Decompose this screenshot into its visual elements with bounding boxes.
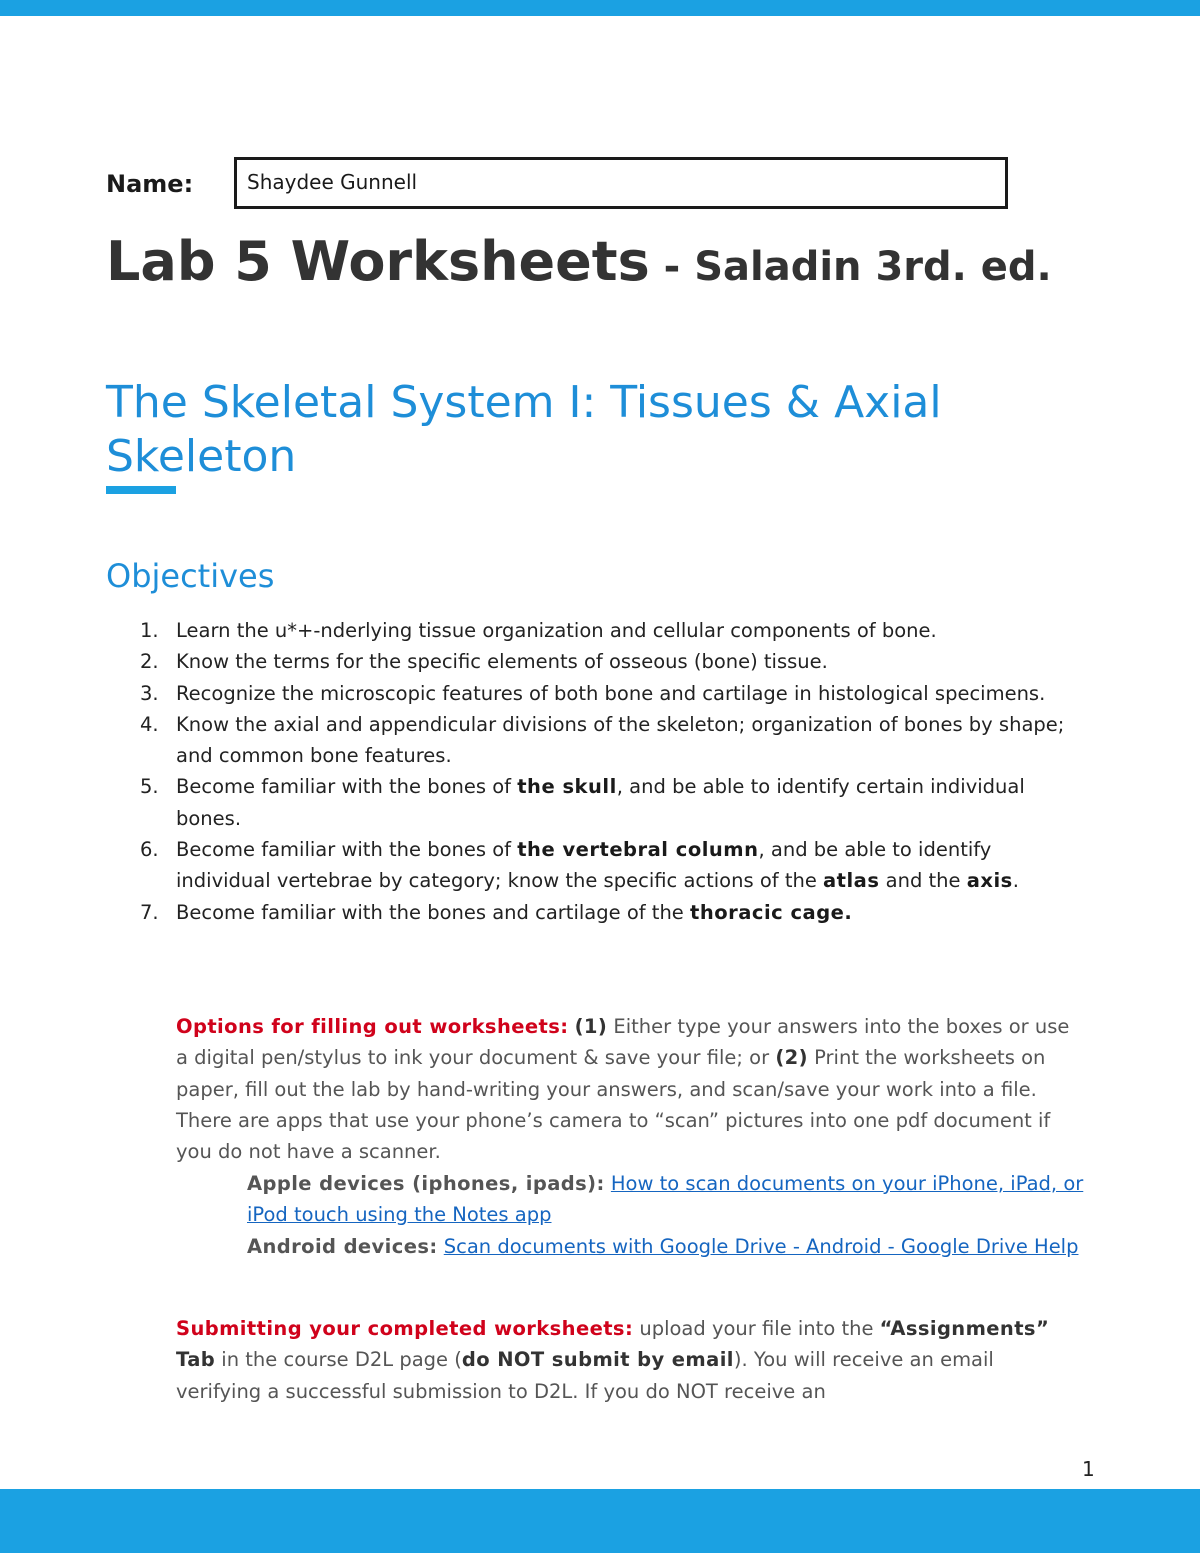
objectives-list <box>126 615 1086 928</box>
objective-text: Become familiar with the bones of <box>176 775 518 799</box>
objective-keyword: the skull <box>517 775 617 799</box>
submitting-label: Submitting your completed worksheets: <box>176 1317 634 1340</box>
objective-number: 6. <box>140 838 159 862</box>
options-label: Options for filling out worksheets: <box>176 1015 569 1038</box>
page-number: 1 <box>1082 1457 1095 1481</box>
android-devices-line <box>247 1231 1087 1262</box>
objective-item <box>126 709 1086 772</box>
objective-number: 5. <box>140 775 159 799</box>
name-field[interactable]: Shaydee Gunnell <box>234 157 1008 209</box>
options-paragraph <box>176 1011 1081 1167</box>
objective-text: , and be able to identify individual vertebrae by category; know the specific actions of the <box>176 838 992 893</box>
submitting-text: ). You will receive an email verifying a successful submission to D2L. If you do NOT receive an <box>176 1348 994 1403</box>
option-2-number: (2) <box>775 1046 808 1070</box>
objective-number: 1. <box>140 619 159 642</box>
no-email-warning: do NOT submit by email <box>461 1348 734 1372</box>
objective-text: Know the axial and appendicular divisions of the skeleton; organization of bones by shape; and common bone features. <box>176 712 1065 768</box>
objective-keyword: the vertebral column <box>517 838 759 862</box>
objective-text: and the <box>879 869 967 893</box>
top-accent-band <box>0 0 1200 16</box>
title-main: Lab 5 Worksheets <box>106 230 650 293</box>
android-scan-link[interactable]: Scan documents with Google Drive - Android - Google Drive Help <box>443 1235 1079 1258</box>
objective-item <box>126 615 1086 646</box>
objective-number: 7. <box>140 900 159 924</box>
objective-keyword: atlas <box>823 869 880 893</box>
objective-text: , and be able to identify certain individual bones. <box>176 775 1025 830</box>
objective-item <box>126 771 1086 834</box>
objective-text: Become familiar with the bones and cartilage of the <box>176 900 691 924</box>
title-edition: - Saladin 3rd. ed. <box>649 244 1052 290</box>
apple-scan-link[interactable]: How to scan documents on your iPhone, iPad, or iPod touch using the Notes app <box>247 1172 1084 1227</box>
objective-text: Know the terms for the specific elements of osseous (bone) tissue. <box>176 650 828 674</box>
page-title <box>106 232 1106 299</box>
android-devices-label: Android devices: <box>247 1235 438 1258</box>
objective-item <box>126 678 1086 709</box>
submitting-paragraph <box>176 1313 1081 1407</box>
subtitle-accent-bar <box>106 486 176 494</box>
option-1-number: (1) <box>574 1015 608 1038</box>
objective-number: 3. <box>140 681 159 705</box>
objective-number: 4. <box>140 712 159 736</box>
objective-item <box>126 897 1086 928</box>
page-subtitle: The Skeletal System I: Tissues & Axial Skeleton <box>106 377 942 482</box>
objective-text: Learn the u*+-nderlying tissue organization and cellular components of bone. <box>176 619 937 642</box>
option-2-text: Print the worksheets on paper, fill out the lab by hand-writing your answers, and scan/save your work into a file. There are apps that use your phone’s camera to “scan” pictures into one pdf document if you do not have a scanner. <box>176 1046 1051 1164</box>
option-1-text: Either type your answers into the boxes or use a digital pen/stylus to ink your document & save your file; or <box>176 1015 1070 1070</box>
assignments-tab-name: “Assignments” Tab <box>176 1317 1050 1372</box>
objective-item <box>126 646 1086 677</box>
objective-text: . <box>1012 869 1019 893</box>
objectives-heading: Objectives <box>106 557 275 595</box>
objective-text: Become familiar with the bones of <box>176 838 518 862</box>
apple-devices-label: Apple devices (iphones, ipads): <box>247 1172 605 1195</box>
submitting-text: upload your file into the <box>633 1317 880 1340</box>
objective-keyword: thoracic cage. <box>690 900 853 924</box>
objective-number: 2. <box>140 650 159 674</box>
objective-text: Recognize the microscopic features of both bone and cartilage in histological specimens. <box>176 681 1046 705</box>
submitting-text: in the course D2L page ( <box>215 1348 462 1372</box>
bottom-accent-band <box>0 1489 1200 1553</box>
objective-item <box>126 834 1086 897</box>
objective-keyword: axis <box>966 869 1013 893</box>
apple-devices-line <box>247 1168 1087 1231</box>
name-label: Name: <box>106 170 194 198</box>
